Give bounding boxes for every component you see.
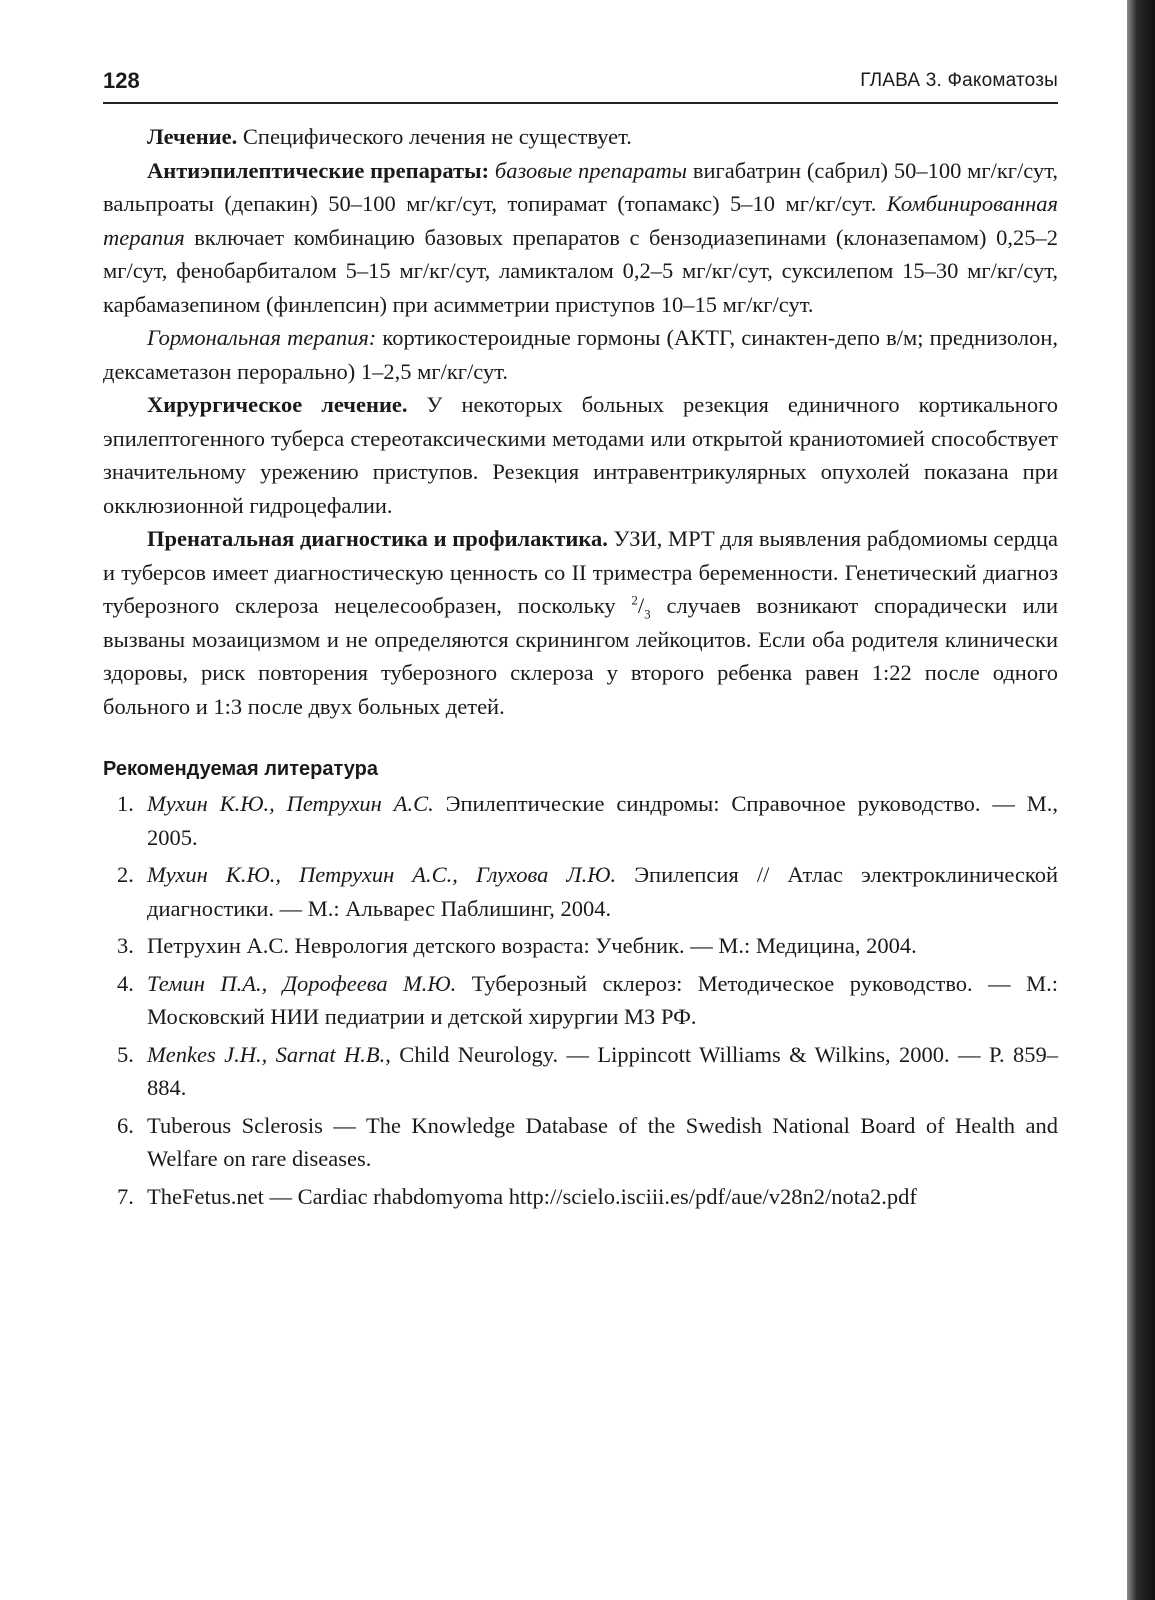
reference-text: Эпилепсия // Атлас электроклинической диагностики. — М.: Альварес Паблишинг, 2004. xyxy=(147,862,1059,921)
reference-number: 6. xyxy=(117,1112,134,1138)
reference-number: 2. xyxy=(117,862,134,887)
reference-text: Tuberous Sclerosis — The Knowledge Database of the Swedish National Board of Health and Welfare on rare diseases. xyxy=(147,1112,1058,1171)
run-in-heading: Лечение. xyxy=(147,124,238,149)
running-head: ГЛАВА 3. Факоматозы xyxy=(860,70,1058,91)
fraction: $^2/_3$ xyxy=(631,592,651,622)
reference-text: TheFetus.net — Cardiac rhabdomyoma http://scielo.isciii.es/pdf/aue/v28n2/nota2.pdf xyxy=(147,1183,917,1209)
run-in-heading: Антиэпилептические препараты: xyxy=(147,157,490,183)
paragraph-text: УЗИ, МРТ для выявления рабдомиомы сердца и туберсов имеет диагностическую ценность со II триместра беременности. Генетический диагноз туберозного склероза нецелесообразен, поскольку xyxy=(103,526,1058,618)
paragraph-text: вигабатрин (сабрил) 50–100 мг/кг/сут, вальпроаты (депакин) 50–100 мг/кг/сут, топирамат (топамакс) 5–10 мг/кг/сут. xyxy=(103,157,1058,216)
reference-item xyxy=(103,1109,1058,1176)
reference-item xyxy=(103,858,1058,925)
reference-authors: Мухин К.Ю., Петрухин А.С., Глухова Л.Ю. xyxy=(147,862,617,887)
paragraph-text: Специфического лечения не существует. xyxy=(237,124,632,149)
references-heading: Рекомендуемая литература xyxy=(103,758,378,780)
italic-term: базовые препараты xyxy=(489,157,688,183)
reference-number: 3. xyxy=(117,933,134,958)
reference-number: 5. xyxy=(117,1041,134,1067)
paragraph-treatment xyxy=(103,120,1058,154)
reference-item xyxy=(103,1038,1058,1105)
page-header xyxy=(103,66,1058,104)
page-binding-shadow xyxy=(1127,0,1155,1600)
run-in-heading: Хирургическое лечение. xyxy=(147,392,408,417)
reference-authors: Темин П.А., Дорофеева М.Ю. xyxy=(147,970,457,996)
paragraph-prenatal-diagnosis xyxy=(103,522,1058,723)
run-in-heading: Пренатальная диагностика и профилактика. xyxy=(147,526,608,551)
reference-item xyxy=(103,929,1058,963)
paragraph-text: случаев возникают спорадически или вызваны мозаицизмом и не определяются скринингом лейкоцитов. Если оба родителя клинически здоровы, риск повторения туберозного склероза у второго ребенка равен 1:22 после одного больного и 1:3 после двух больных детей. xyxy=(103,593,1058,719)
reference-item xyxy=(103,787,1058,854)
page-number: 128 xyxy=(103,68,140,93)
reference-item xyxy=(103,1180,1058,1214)
paragraph-surgical-treatment xyxy=(103,388,1058,522)
reference-number: 7. xyxy=(117,1183,134,1209)
reference-item xyxy=(103,967,1058,1034)
reference-authors: Menkes J.H., Sarnat H.B. xyxy=(147,1041,386,1067)
reference-number: 1. xyxy=(117,791,134,816)
paragraph-text: У некоторых больных резекция единичного кортикального эпилептогенного туберса стереотаксическими методами или открытой краниотомией способствует значительному урежению приступов. Резекция интравентрикулярных опухолей показана при окклюзионной гидроцефалии. xyxy=(103,392,1058,518)
references-list xyxy=(103,787,1058,1213)
reference-text: Туберозный склероз: Методическое руководство. — М.: Московский НИИ педиатрии и детской хирургии МЗ РФ. xyxy=(147,970,1059,1029)
fraction-denominator: 3 xyxy=(644,606,651,622)
italic-term: Комбинированная терапия xyxy=(103,191,1058,250)
paragraph-antiepileptic-drugs xyxy=(103,154,1058,322)
reference-text: Петрухин А.С. Неврология детского возраста: Учебник. — М.: Медицина, 2004. xyxy=(147,933,917,958)
fraction-numerator: 2 xyxy=(631,592,638,608)
reference-text: , Child Neurology. — Lippincott Williams & Wilkins, 2000. — P. 859–884. xyxy=(147,1041,1058,1100)
paragraph-text: кортикостероидные гормоны (АКТГ, синактен-депо в/м; преднизолон, дексаметазон перорально) 1–2,5 мг/кг/сут. xyxy=(103,325,1058,384)
reference-text: Эпилептические синдромы: Справочное руководство. — М., 2005. xyxy=(147,791,1058,850)
page-body xyxy=(103,120,1058,1217)
reference-authors: Мухин К.Ю., Петрухин А.С. xyxy=(147,791,434,816)
reference-number: 4. xyxy=(117,970,134,996)
paragraph-text: включает комбинацию базовых препаратов с бензодиазепинами (клоназепамом) 0,25–2 мг/сут, фенобарбиталом 5–15 мг/кг/сут, ламикталом 0,2–5 мг/кг/сут, суксилепом 15–30 мг/кг/сут, карбамазепином (финлепсин) при асимметрии приступов 10–15 мг/кг/сут. xyxy=(103,224,1058,317)
italic-term: Гормональная терапия: xyxy=(147,325,377,350)
paragraph-hormonal-therapy xyxy=(103,321,1058,388)
